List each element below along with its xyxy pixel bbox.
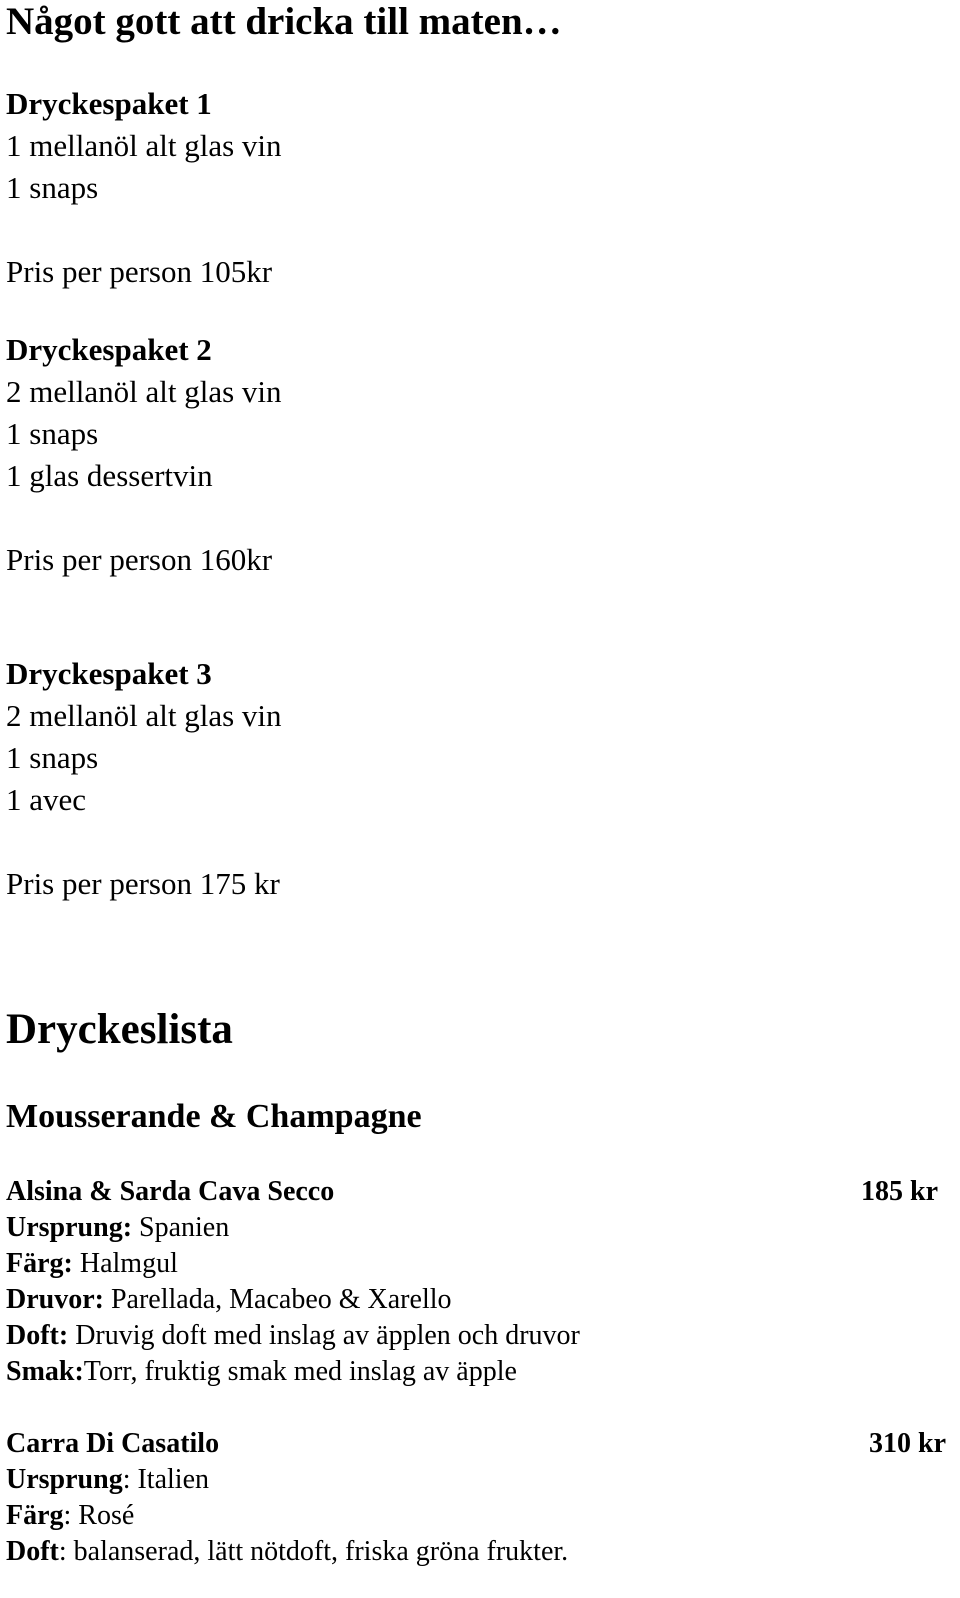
wine-2-price: 310 kr (869, 1428, 946, 1459)
detail-label: Färg: (6, 1248, 73, 1279)
category-title: Mousserande & Champagne (6, 1098, 422, 1135)
detail-label: Smak: (6, 1356, 84, 1387)
detail-value: Torr, fruktig smak med inslag av äpple (83, 1356, 517, 1387)
detail-value: Halmgul (72, 1248, 178, 1279)
detail-value: Spanien (132, 1212, 230, 1243)
detail-label: Druvor: (6, 1284, 104, 1315)
wine-2-color (6, 1502, 134, 1530)
detail-label: Ursprung (6, 1464, 123, 1495)
wine-2-origin (6, 1466, 209, 1494)
wine-1-name: Alsina & Sarda Cava Secco (6, 1176, 335, 1207)
detail-value: : Italien (122, 1464, 209, 1495)
detail-label: Doft: (6, 1320, 69, 1351)
package-3-title: Dryckespaket 3 (6, 656, 212, 691)
detail-label: Doft (6, 1536, 59, 1567)
package-1-title: Dryckespaket 1 (6, 86, 212, 121)
wine-2-aroma (6, 1538, 568, 1566)
package-1-item-1: 1 mellanöl alt glas vin (6, 128, 282, 163)
page-title: Något gott att dricka till maten… (6, 0, 562, 43)
package-2-item-2: 1 snaps (6, 416, 99, 451)
package-1-item-2: 1 snaps (6, 170, 99, 205)
package-3-item-1: 2 mellanöl alt glas vin (6, 698, 282, 733)
package-3-item-2: 1 snaps (6, 740, 99, 775)
wine-1-taste (6, 1358, 517, 1386)
package-3-price: Pris per person 175 kr (6, 866, 280, 901)
drinks-list-title: Dryckeslista (6, 1006, 233, 1053)
detail-label: Färg (6, 1500, 64, 1531)
detail-value: Druvig doft med inslag av äpplen och druvor (68, 1320, 580, 1351)
wine-1-origin (6, 1214, 229, 1242)
wine-1-price: 185 kr (861, 1176, 938, 1207)
package-1-price: Pris per person 105kr (6, 254, 273, 289)
wine-1-aroma (6, 1322, 580, 1350)
package-2-price: Pris per person 160kr (6, 542, 273, 577)
package-3-item-3: 1 avec (6, 782, 87, 817)
package-2-title: Dryckespaket 2 (6, 332, 212, 367)
detail-value: : balanserad, lätt nötdoft, friska gröna frukter. (58, 1536, 569, 1567)
detail-label: Ursprung: (6, 1212, 133, 1243)
wine-1-grapes (6, 1286, 452, 1314)
package-2-item-3: 1 glas dessertvin (6, 458, 213, 493)
detail-value: : Rosé (63, 1500, 135, 1531)
detail-value: Parellada, Macabeo & Xarello (103, 1284, 452, 1315)
wine-1-color (6, 1250, 178, 1278)
package-2-item-1: 2 mellanöl alt glas vin (6, 374, 282, 409)
wine-2-name: Carra Di Casatilo (6, 1428, 220, 1459)
